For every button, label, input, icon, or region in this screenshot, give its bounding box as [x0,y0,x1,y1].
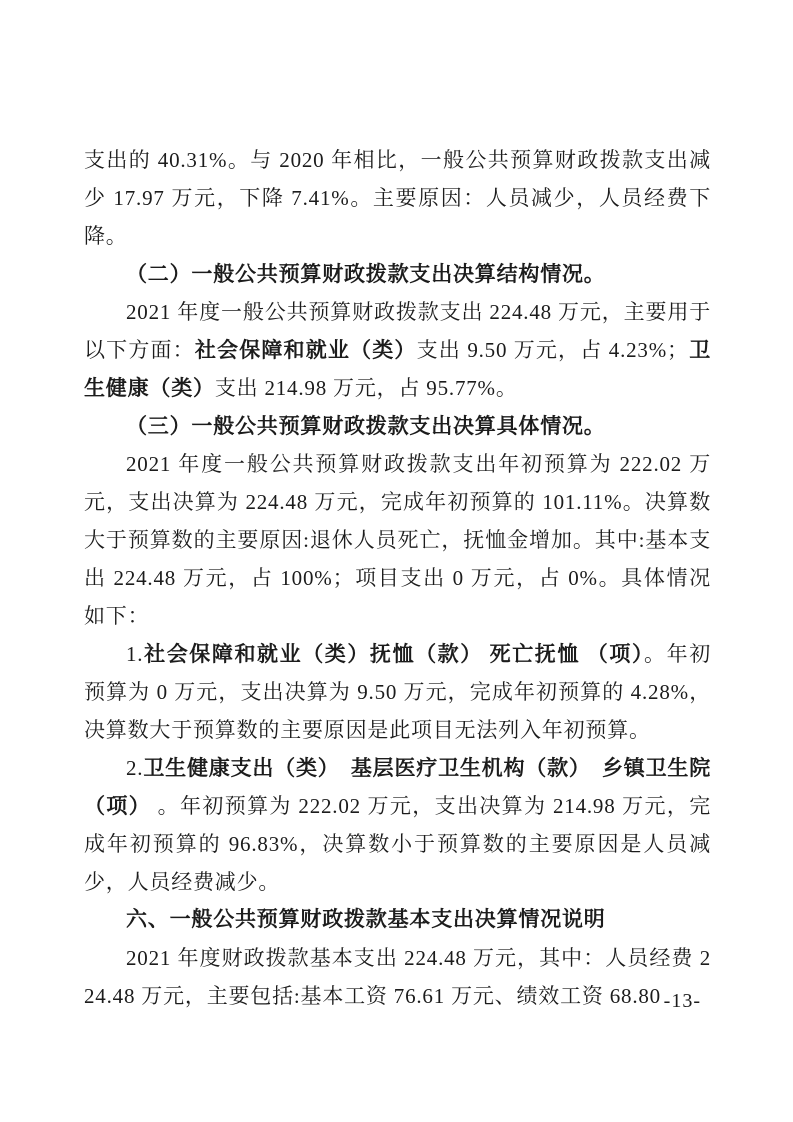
bold-run-township-hospital-item: 卫生健康支出（类） 基层医疗卫生机构（款） 乡镇卫生院（项） [84,756,711,818]
heading-section-2-expenditure-structure [84,255,711,293]
text-run: 2021 年度财政拨款基本支出 224.48 万元，其中：人员经费 224.48 万元，主要包括:基本工资 76.61 万元、绩效工资 68.80 [84,946,711,1008]
paragraph-expenditure-structure-detail [84,293,711,407]
bold-run-health-category: 卫生健康（类） [84,338,712,400]
text-run: 支出 9.50 万元，占 4.23%； [416,338,689,362]
paragraph-item-2-health [84,749,711,901]
heading-text: （三）一般公共预算财政拨款支出决算具体情况。 [126,414,606,438]
text-run: 2021 年度一般公共预算财政拨款支出年初预算为 222.02 万元，支出决算为 224.48 万元，完成年初预算的 101.11%。决算数大于预算数的主要原因:退休人员死亡，抚恤金增加。其中:基本支出 224.48 万元，占 100%；项目支出 0 万元，占 0%。具体情况如下： [84,452,711,628]
paragraph-item-1-social-security [84,635,711,749]
bold-run-social-security-category: 社会保障和就业（类） [194,338,417,362]
text-run: 支出的 40.31%。与 2020 年相比，一般公共预算财政拨款支出减少 17.97 万元，下降 7.41%。主要原因：人员减少，人员经费下降。 [84,148,711,248]
page-number: -13- [663,990,701,1012]
bold-run-death-pension-item: 社会保障和就业（类）抚恤（款） 死亡抚恤 （项） [143,642,645,666]
text-run: 。年初预算为 222.02 万元，支出决算为 214.98 万元，完成年初预算的 96.83%，决算数小于预算数的主要原因是人员减少，人员经费减少。 [84,794,711,894]
heading-text: 六、一般公共预算财政拨款基本支出决算情况说明 [126,908,606,931]
text-run: 2. [126,756,144,780]
text-run: 2021 年度一般公共预算财政拨款支出 224.48 万元，主要用于以下方面： [84,300,711,362]
heading-section-3-expenditure-specifics [84,407,711,445]
text-run: 支出 214.98 万元，占 95.77%。 [214,376,518,400]
paragraph-budget-vs-final [84,445,711,635]
paragraph-basic-expenditure-detail [84,939,711,1015]
paragraph-expenditure-comparison [84,141,711,255]
heading-section-6-basic-expenditure [84,901,711,939]
text-run: 。年初预算为 0 万元，支出决算为 9.50 万元，完成年初预算的 4.28%，决算数大于预算数的主要原因是此项目无法列入年初预算。 [84,642,711,742]
text-run: 1. [126,642,144,666]
document-content [84,141,711,1015]
heading-text: （二）一般公共预算财政拨款支出决算结构情况。 [126,262,606,286]
